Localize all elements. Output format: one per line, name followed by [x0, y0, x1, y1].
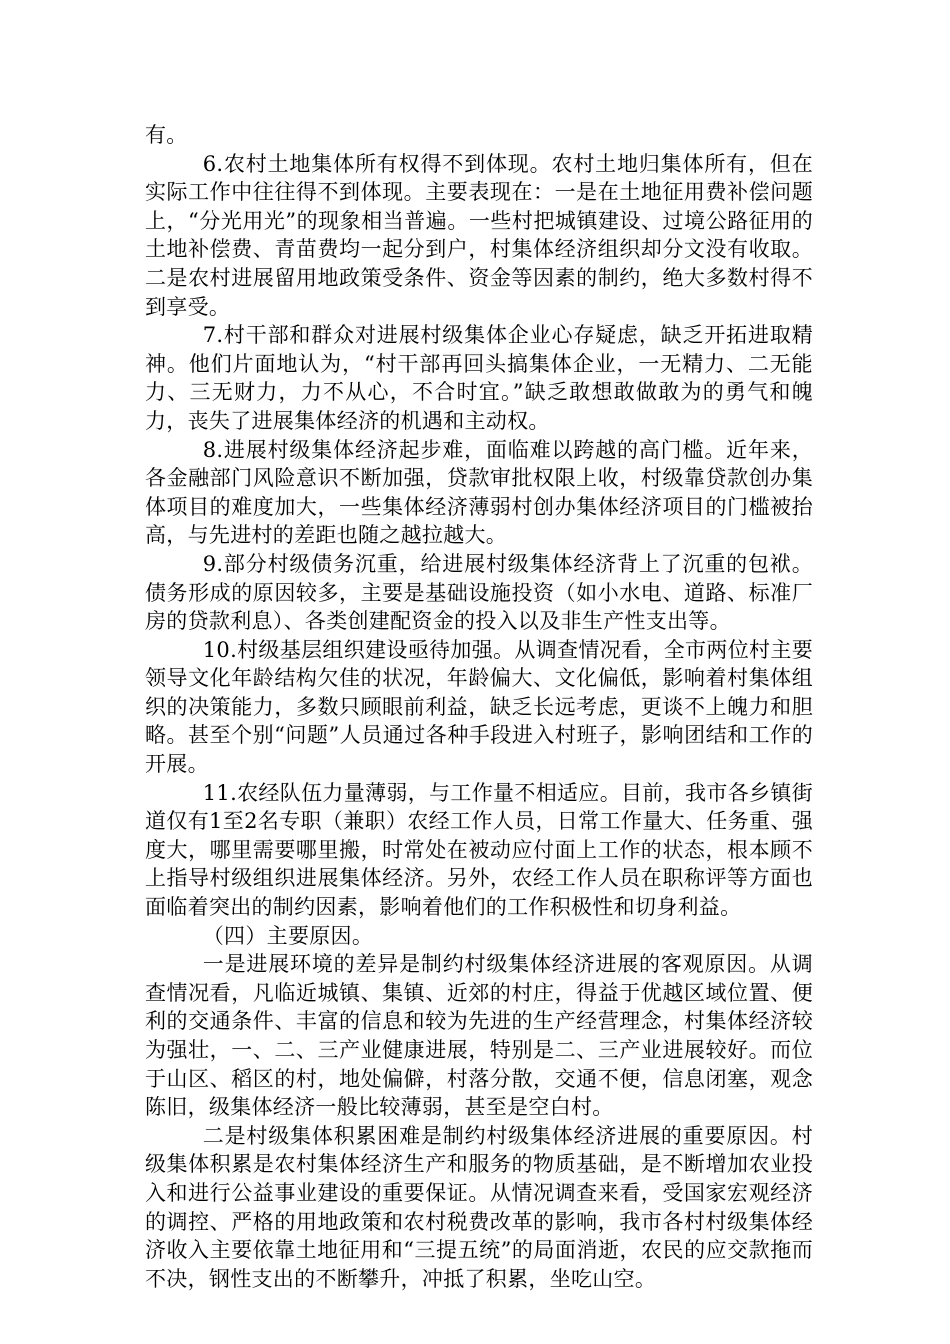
section-heading-main-causes: （四）主要原因。 [202, 923, 374, 948]
paragraph-cause-2: 二是村级集体积累困难是制约村级集体经济进展的重要原因。村级集体积累是农村集体经济生产和服务的物质基础，是不断增加农业投入和进行公益事业建设的重要保证。从情况调查来看，受国家宏观经济的调控、严格的用地政策和农村税费改革的影响，我市各村村级集体经济收入主要依靠土地征用和“三提五统”的局面消逝，农民的应交款拖而不决，钢性支出的不断攀升，冲抵了积累，坐吃山空。 [145, 1123, 813, 1291]
paragraph-continuation: 有。 [145, 123, 188, 147]
paragraph-item-11: 11.农经队伍力量薄弱，与工作量不相适应。目前，我市各乡镇街道仅有1至2名专职（兼职）农经工作人员，日常工作量大、任务重、强度大，哪里需要哪里搬，时常处在被动应付面上工作的状态，根本顾不上指导村级组织进展集体经济。另外，农经工作人员在职称评等方面也面临着突出的制约因素，影响着他们的工作积极性和切身利益。 [145, 780, 813, 920]
paragraph-item-9: 9.部分村级债务沉重，给进展村级集体经济背上了沉重的包袱。债务形成的原因较多，主要是基础设施投资（如小水电、道路、标准厂房的贷款利息）、各类创建配资金的投入以及非生产性支出等。 [145, 551, 813, 634]
paragraph-item-8: 8.进展村级集体经济起步难，面临难以跨越的高门槛。近年来，各金融部门风险意识不断加强，贷款审批权限上收，村级靠贷款创办集体项目的难度加大，一些集体经济薄弱村创办集体经济项目的门槛被抬高，与先进村的差距也随之越拉越大。 [145, 437, 813, 548]
paragraph-item-6: 6.农村土地集体所有权得不到体现。农村土地归集体所有，但在实际工作中往往得不到体现。主要表现在：一是在土地征用费补偿问题上，“分光用光”的现象相当普遍。一些村把城镇建设、过境公路征用的土地补偿费、青苗费均一起分到户，村集体经济组织却分文没有收取。二是农村进展留用地政策受条件、资金等因素的制约，绝大多数村得不到享受。 [145, 151, 813, 319]
paragraph-item-7: 7.村干部和群众对进展村级集体企业心存疑虑，缺乏开拓进取精神。他们片面地认为，“村干部再回头搞集体企业，一无精力、二无能力、三无财力，力不从心，不合时宜。”缺乏敢想敢做敢为的勇气和魄力，丧失了进展集体经济的机遇和主动权。 [145, 323, 813, 433]
paragraph-item-10: 10.村级基层组织建设亟待加强。从调查情况看，全市两位村主要领导文化年龄结构欠佳的状况，年龄偏大、文化偏低，影响着村集体组织的决策能力，多数只顾眼前利益，缺乏长远考虑，更谈不上魄力和胆略。甚至个别“问题”人员通过各种手段进入村班子，影响团结和工作的开展。 [145, 637, 813, 777]
document-body [145, 121, 813, 1293]
paragraph-cause-1: 一是进展环境的差异是制约村级集体经济进展的客观原因。从调查情况看，凡临近城镇、集镇、近郊的村庄，得益于优越区域位置、便利的交通条件、丰富的信息和较为先进的生产经营理念，村集体经济较为强壮，一、二、三产业健康进展，特别是二、三产业进展较好。而位于山区、稻区的村，地处偏僻，村落分散，交通不便，信息闭塞，观念陈旧，级集体经济一般比较薄弱，甚至是空白村。 [145, 952, 813, 1120]
